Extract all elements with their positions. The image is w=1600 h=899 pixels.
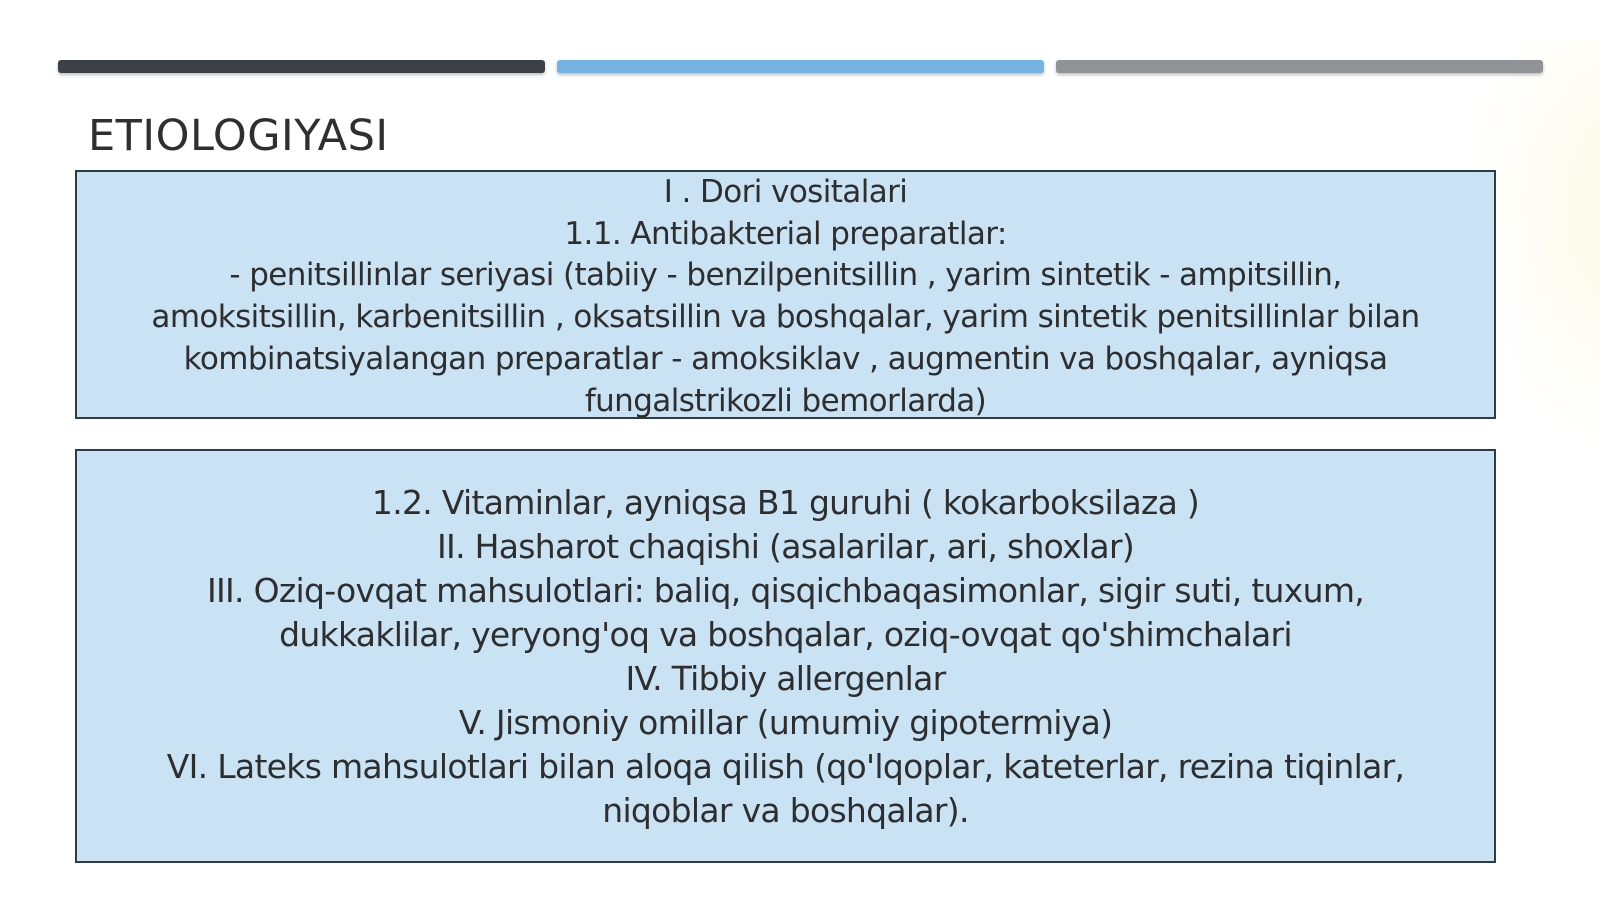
box2-line: II. Hasharot chaqishi (asalarilar, ari, shoxlar) [437, 527, 1134, 566]
header-bar-blue [557, 60, 1044, 73]
box2-line: niqoblar va boshqalar). [602, 791, 969, 830]
box2-line: VI. Lateks mahsulotlari bilan aloqa qilish (qo'lqoplar, kateterlar, rezina tiqinlar, [166, 747, 1405, 786]
box2-line: IV. Tibbiy allergenlar [625, 659, 946, 698]
box2-line: III. Oziq-ovqat mahsulotlari: baliq, qisqichbaqasimonlar, sigir suti, tuxum, [206, 571, 1365, 610]
box2-line: dukkaklilar, yeryong'oq va boshqalar, oziq-ovqat qo'shimchalari [279, 615, 1292, 654]
box2-line: 1.2. Vitaminlar, ayniqsa B1 guruhi ( kokarboksilaza ) [371, 483, 1200, 522]
box1-line: 1.1. Antibakterial preparatlar: [564, 215, 1007, 252]
header-bar-dark [58, 60, 545, 73]
content-box-drugs [75, 170, 1496, 419]
box1-line: I . Dori vositalari [663, 174, 908, 210]
box2-line: V. Jismoniy omillar (umumiy gipotermiya) [458, 703, 1113, 742]
header-bar-gray [1056, 60, 1543, 73]
slide-title: ETIOLOGIYASI [88, 111, 389, 161]
box1-line: kombinatsiyalangan preparatlar - amoksiklav , augmentin va boshqalar, ayniqsa [183, 340, 1388, 377]
box1-line: - penitsillinlar seriyasi (tabiiy - benzilpenitsillin , yarim sintetik - ampitsillin, [229, 257, 1342, 294]
box1-line: amoksitsillin, karbenitsillin , oksatsillin va boshqalar, yarim sintetik penitsillinlar bilan [151, 299, 1420, 336]
box1-line: fungalstrikozli bemorlarda) [584, 382, 987, 419]
content-box-other-causes [75, 449, 1496, 863]
